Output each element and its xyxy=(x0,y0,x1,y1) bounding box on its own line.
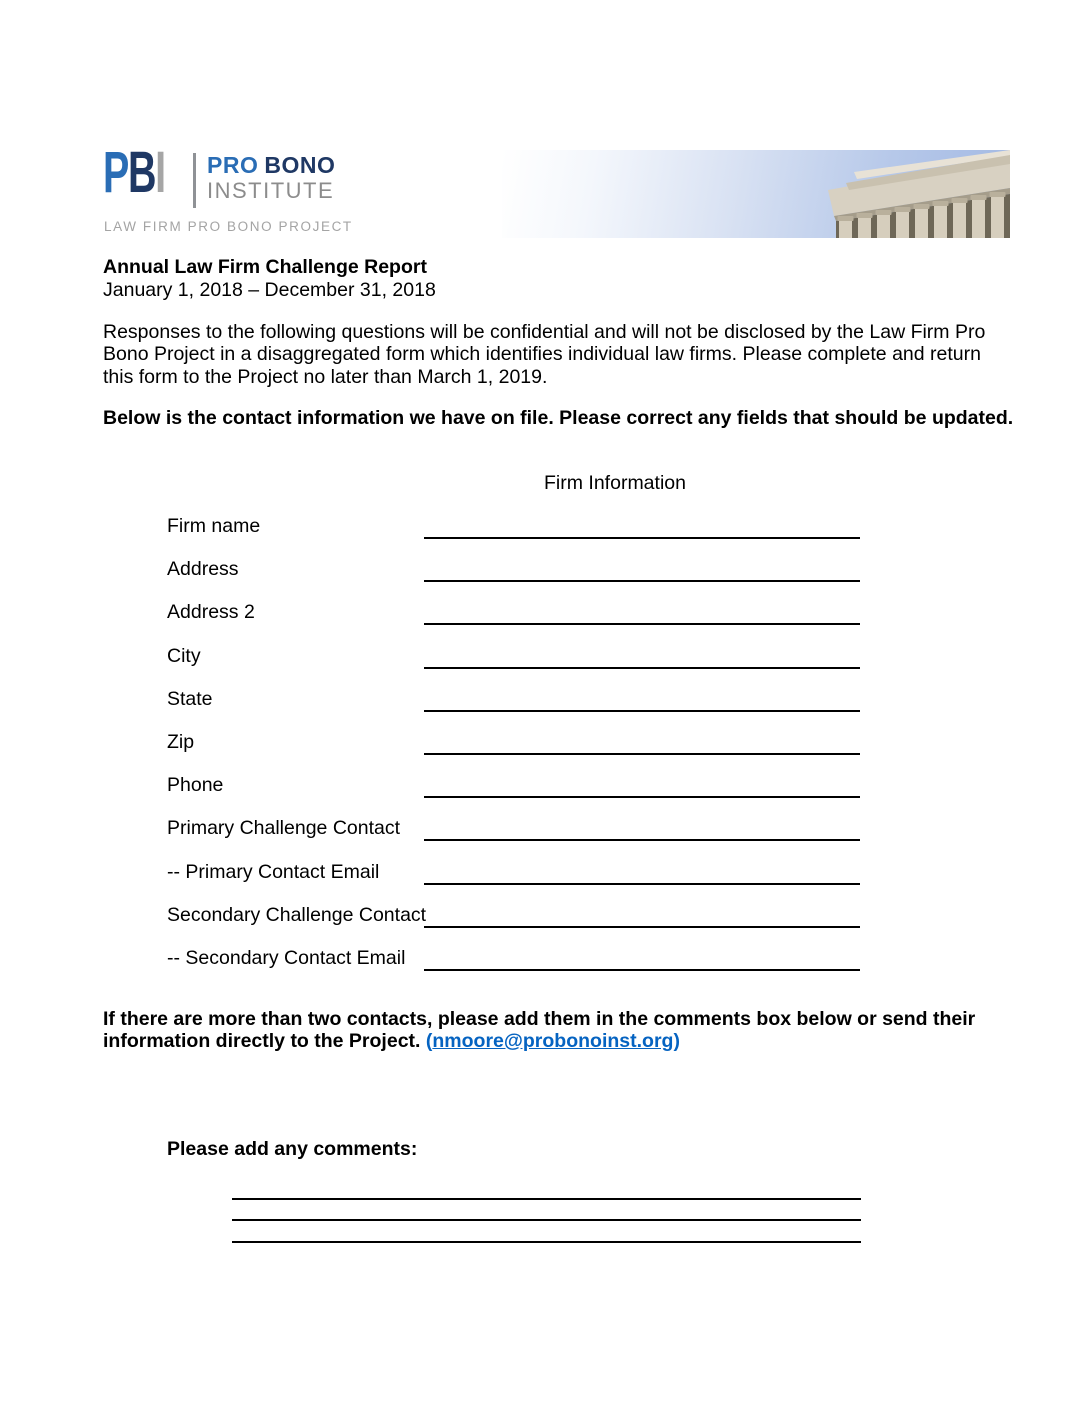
comments-line-3[interactable] xyxy=(232,1241,861,1243)
email-paren-close: ) xyxy=(673,1030,680,1052)
comments-line-1[interactable] xyxy=(232,1198,861,1200)
email-paren-open: ( xyxy=(425,1030,433,1052)
firm-information-heading: Firm Information xyxy=(544,472,686,494)
field-label-state: State xyxy=(167,688,213,710)
header-photo-banner xyxy=(502,150,1010,238)
contacts-note-line2 xyxy=(103,1030,680,1052)
logo-word-institute: INSTITUTE xyxy=(207,178,335,203)
report-title: Annual Law Firm Challenge Report xyxy=(103,256,427,278)
comments-line-2[interactable] xyxy=(232,1219,861,1221)
field-label-address: Address xyxy=(167,558,239,580)
update-instruction: Below is the contact information we have on file. Please correct any fields that should be updated. xyxy=(103,407,1014,429)
field-input-state[interactable] xyxy=(424,689,860,712)
field-input-primary-challenge-contact[interactable] xyxy=(424,818,860,841)
logo-wordmark xyxy=(207,152,335,204)
field-label-primary-contact-email: -- Primary Contact Email xyxy=(167,861,380,883)
field-input-zip[interactable] xyxy=(424,732,860,755)
logo-word-pro: PRO xyxy=(207,152,259,178)
logo-letter-b: B xyxy=(127,140,156,205)
field-input-phone[interactable] xyxy=(424,775,860,798)
confidentiality-note: Responses to the following questions will be confidential and will not be disclosed by the Law Firm Pro Bono Project in a disaggregated form which identifies individual law firms. Please complete and return this form to the Project no later than March 1, 2019. xyxy=(103,321,986,388)
field-input-city[interactable] xyxy=(424,646,860,669)
comments-label: Please add any comments: xyxy=(167,1138,418,1160)
field-label-secondary-contact-email: -- Secondary Contact Email xyxy=(167,947,406,969)
field-label-city: City xyxy=(167,645,201,667)
field-input-address-2[interactable] xyxy=(424,602,860,625)
logo-word-bono: BONO xyxy=(264,152,336,178)
courthouse-illustration xyxy=(502,150,1010,238)
field-label-address-2: Address 2 xyxy=(167,601,255,623)
field-label-secondary-challenge-contact: Secondary Challenge Contact xyxy=(167,904,427,926)
field-label-primary-challenge-contact: Primary Challenge Contact xyxy=(167,817,401,839)
field-input-primary-contact-email[interactable] xyxy=(424,862,860,885)
logo-letter-p: P xyxy=(103,140,128,205)
logo-divider xyxy=(193,153,196,208)
field-input-secondary-challenge-contact[interactable] xyxy=(424,905,860,928)
contact-email-link[interactable]: nmoore@probonoinst.org xyxy=(432,1030,674,1052)
pbi-monogram xyxy=(103,140,165,205)
logo-tagline: LAW FIRM PRO BONO PROJECT xyxy=(104,219,353,234)
report-date-range: January 1, 2018 – December 31, 2018 xyxy=(103,279,436,301)
logo-letter-i: I xyxy=(155,140,165,205)
field-input-secondary-contact-email[interactable] xyxy=(424,948,860,971)
contacts-note-line2-text: information directly to the Project. xyxy=(103,1030,426,1052)
field-label-firm-name: Firm name xyxy=(167,515,261,537)
field-input-firm-name[interactable] xyxy=(424,516,860,539)
contacts-note-line1: If there are more than two contacts, please add them in the comments box below or send their xyxy=(103,1008,976,1030)
field-input-address[interactable] xyxy=(424,559,860,582)
field-label-phone: Phone xyxy=(167,774,224,796)
logo-wordmark-line1 xyxy=(207,152,335,178)
field-label-zip: Zip xyxy=(167,731,195,753)
pbi-logo xyxy=(103,140,503,240)
